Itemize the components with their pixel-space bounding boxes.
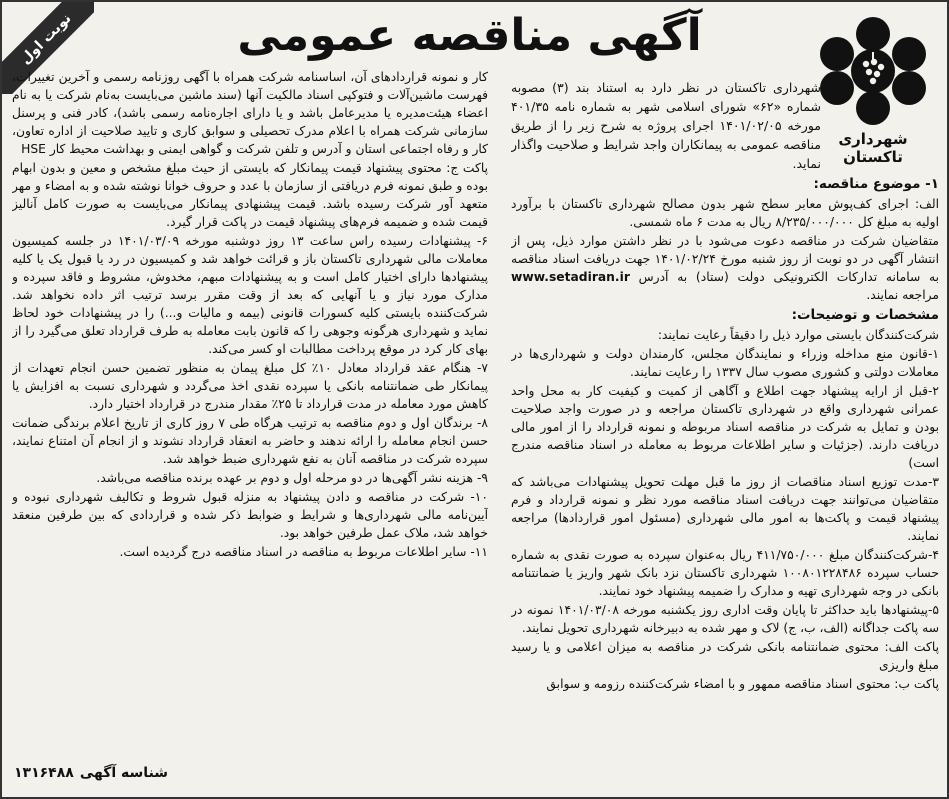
list-item: پاکت ج: محتوی پیشنهاد قیمت پیمانکار که بایستی از حیث مبلغ مشخص و معین و بدون ابهام بوده و طبق نمونه فرم دریافتی از سازمان با عدد و حروف خوانا نوشته شده و به امضاء و مهر متعهد آور شرکت رسیده باشد. قیمت پیشنهادی پیمانکار می‌بایست به صورت کامل آنالیز قیمت شده و ضمیمه فرم‌های پیشنهاد قیمت در پاکت قرار گیرد. <box>12 161 488 229</box>
list-item: ۱۰- شرکت در مناقصه و دادن پیشنهاد به منزله قبول شروط و تکالیف شهرداری نبوده و آیین‌نامه مالی شهرداری‌ها و شرایط و ضوابط ذکر شده و قراردادی که بین طرفین منعقد خواهد شد، ملاک عمل طرفین خواهد بود. <box>12 490 488 540</box>
list-item: ۳-مدت توزیع اسناد مناقصات از روز ما قبل مهلت تحویل پیشنهادات می‌باشد که متقاضیان می‌توانند جهت دریافت اسناد مناقصه مورد نظر و نمونه قرارداد و فرم پیشنهاد قیمت و پاکت‌ها به امور مالی شهرداری (مسئول امور قراردادها) مراجعه نمایند. <box>511 475 939 543</box>
invite-tail: مراجعه نمایند. <box>866 288 939 302</box>
left-column <box>12 68 488 758</box>
list-item: ۲-قبل از ارایه پیشنهاد جهت اطلاع و آگاهی از کمیت و کیفیت کار به محل واحد عمرانی شهرداری واقع در شهرداری تاکستان مراجعه و در صورت واجد صلاحیت بودن و تمایل به شرکت در مناقصه اسناد مربوطه و نمونه قرارداد را از امور مالی دریافت دارند. (جزئیات و سایر اطلاعات مربوط به معامله در اسناد مناقصه مندرج است) <box>511 384 939 470</box>
intro-paragraph: شهرداری تاکستان در نظر دارد به استناد بند (۳) مصوبه شماره «۶۲» شورای اسلامی شهر به شماره نامه ۴۰۱/۳۵ مورخه ۱۴۰۱/۰۲/۰۵ اجرای پروژه به شرح زیر را از طریق مناقصه عمومی به پیمانکاران واجد شرایط و صلاحیت واگذار نماید. <box>511 80 821 171</box>
list-item: ۷- هنگام عقد قرارداد معادل ۱۰٪ کل مبلغ پیمان به منظور تضمین حسن انجام تعهدات از پیمانکار طی ضمانتنامه بانکی یا سپرده نقدی اخذ می‌گردد و شهرداری نسبت به افزایش یا کاهش مورد معامله در مدت قرارداد تا ۲۵٪ مقدار مندرج در قرارداد اختیار دارد. <box>12 361 488 411</box>
list-item: ۱-قانون منع مداخله وزراء و نمایندگان مجلس، کارمندان دولت و شهرداری‌ها در معاملات دولتی و کشوری مصوب سال ۱۳۳۷ را رعایت نمایند. <box>511 347 939 379</box>
list-item: ۹- هزینه نشر آگهی‌ها در دو مرحله اول و دوم بر عهده برنده مناقصه می‌باشد. <box>96 471 488 485</box>
specs-intro: شرکت‌کنندگان بایستی موارد ذیل را دقیقاً رعایت نمایند: <box>657 328 939 342</box>
notice-id <box>14 765 168 781</box>
invite-text: متقاضیان شرکت در مناقصه دعوت می‌شود با در نظر داشتن موارد ذیل، پس از انتشار آگهی در دو نوبت از روز شنبه مورخ ۱۴۰۱/۰۲/۲۴ جهت دریافت اسناد مناقصه به سامانه تدارکات الکترونیکی دولت (ستاد) به آدرس <box>511 234 939 284</box>
list-item: کار و نمونه قراردادهای آن، اساسنامه شرکت همراه با آگهی روزنامه رسمی و آخرین تغییرات، فهرست ماشین‌آلات و فتوکپی اسناد مالکیت آنها (سند ماشین می‌بایست به‌نام شرکت یا به نام اعضاء هیئت‌مدیره یا مدیرعامل باشد و یا دارای اجاره‌نامه رسمی باشد)، کادر فنی و پرسنل سازمانی شرکت همراه با اعلام مدرک تحصیلی و سوابق کاری و تایید صلاحیت از اداره تعاون، کار و رفاه اجتماعی استان و آدرس و تلفن شرکت و گواهی ایمنی و بهداشت محیط کار HSE <box>12 70 488 156</box>
subject-text: الف: اجرای کف‌پوش معابر سطح شهر بدون مصالح شهرداری تاکستان با برآورد اولیه به مبلغ کل ۸/۲۳۵/۰۰۰/۰۰۰ ریال به مدت ۶ ماه شمسی. <box>511 197 939 229</box>
notice-id-label: شناسه آگهی <box>79 765 169 781</box>
subject-heading: ۱- موضوع مناقصه: <box>813 176 939 192</box>
list-item: ۶- پیشنهادات رسیده راس ساعت ۱۳ روز دوشنبه مورخه ۱۴۰۱/۰۳/۰۹ در جلسه کمیسیون معاملات مالی شهرداری تاکستان باز و قرائت خواهد شد و کمیسیون در رد یا قبول یک یا کلیه پیشنهادها دارای اختیار کامل است و به پیشنهادات مبهم، مخدوش، مشروط و فاقد سپرده و مدارک مورد نیاز و یا آنهایی که بعد از وقت مقرر برسد ترتیب اثر داده نخواهد شد. شرکت‌کننده بایستی کلیه کسورات قانونی (بیمه و مالیات و...) را در پیشنهادات خود لحاظ نماید و شهرداری هرگونه وجوهی را که قانون بابت معامله به طرف قرارداد تعلق می‌گیرد را از بهای کار کرد در موقع پرداخت مطالبات او کسر می‌کند. <box>12 234 488 356</box>
list-item: پاکت ب: محتوی اسناد مناقصه ممهور و با امضاء شرکت‌کننده رزومه و سوابق <box>546 677 939 691</box>
municipality-name: شهرداری تاکستان <box>838 130 908 166</box>
list-item: ۴-شرکت‌کنندگان مبلغ ۴۱۱/۷۵۰/۰۰۰ ریال به‌عنوان سپرده به صورت نقدی به شماره حساب سپرده ۱۰۰۸۰۱۲۲۸۴۸۶ شهرداری تاکستان نزد بانک شهر واریز یا ضمانتنامه بانکی در وجه شهرداری تهیه و مدارک را ضمیمه پیشنهاد خود نمایند. <box>511 548 939 598</box>
edition-badge: نوبت اول <box>2 2 94 94</box>
right-column <box>511 78 939 798</box>
list-item: ۵-پیشنهادها باید حداکثر تا پایان وقت اداری روز یکشنبه مورخه ۱۴۰۱/۰۳/۰۸ نمونه در سه پاکت جداگانه (الف، ب، ج) لاک و مهر شده به دبیرخانه شهرداری تحویل نمایند. <box>511 603 939 635</box>
list-item: ۸- برندگان اول و دوم مناقصه به ترتیب هرگاه طی ۷ روز کاری از تاریخ اعلام برندگی ضمانت حسن انجام معامله را ارائه ندهند و حاضر به انعقاد قرارداد نشوند و از انجام آن امتناع نمایند، سپرده شرکت در مناقصه آنان به نفع شهرداری ضبط خواهد شد. <box>12 416 488 466</box>
notice-title: آگهی مناقصه عمومی <box>237 10 702 61</box>
invite-paragraph <box>511 232 939 304</box>
specs-heading: مشخصات و توضیحات: <box>791 307 939 323</box>
notice-id-value: ۱۳۱۶۴۸۸ <box>14 765 74 781</box>
list-item: ۱۱- سایر اطلاعات مربوط به مناقصه در اسناد مناقصه درج گردیده است. <box>119 545 488 559</box>
setad-link[interactable]: www.setadiran.ir <box>511 270 630 284</box>
list-item: پاکت الف: محتوی ضمانتنامه بانکی شرکت در مناقصه به میزان اعلامی و یا رسید مبلغ واریزی <box>511 640 939 672</box>
